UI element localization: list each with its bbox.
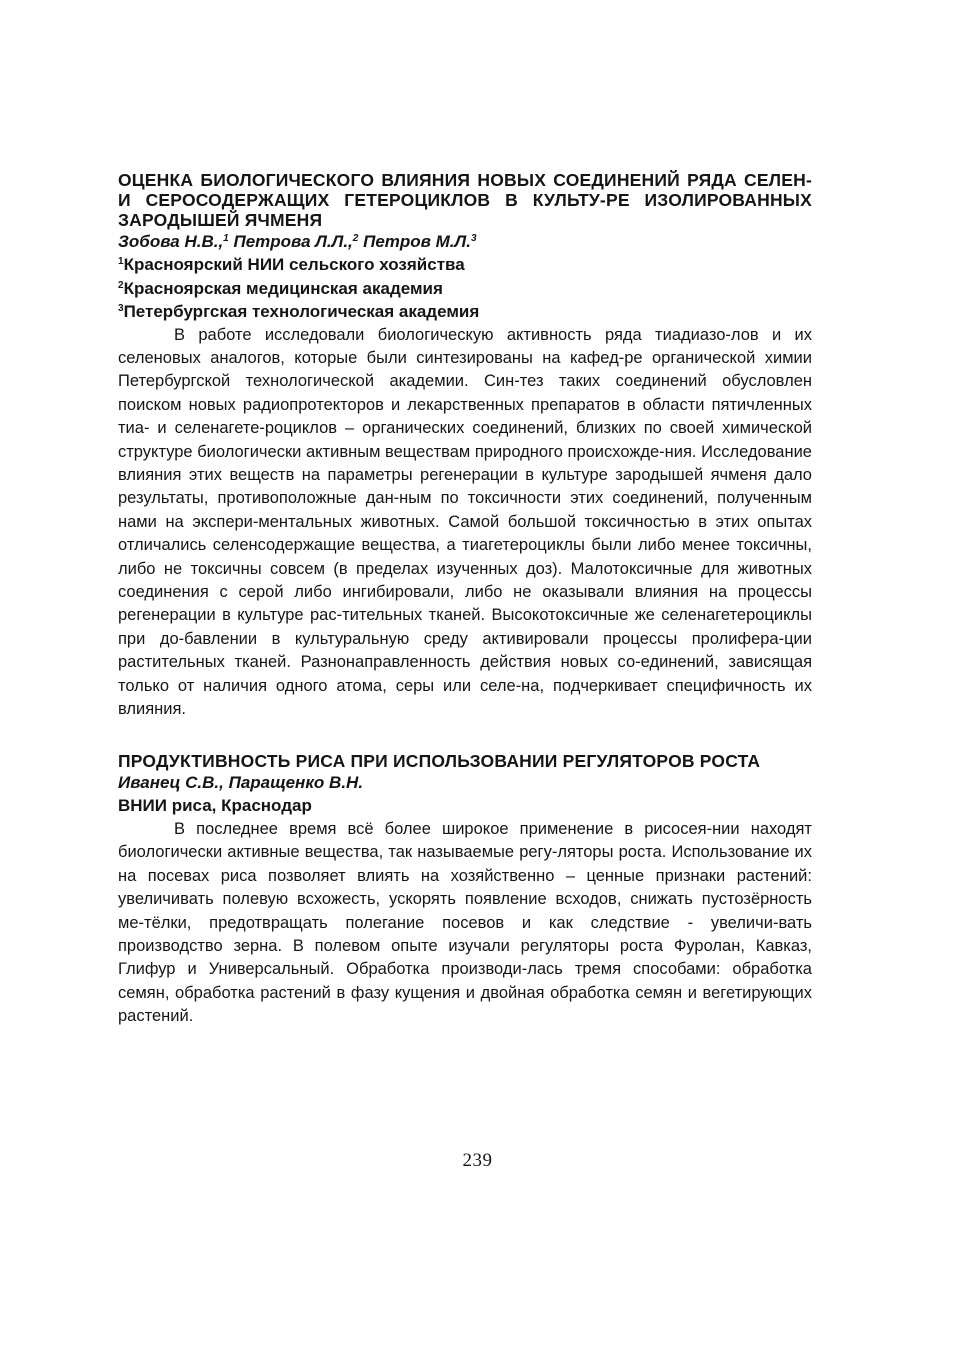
page-number: 239 [462, 1150, 493, 1171]
affiliation-3 [118, 300, 812, 324]
author-2-sup: 2 [352, 233, 359, 244]
affiliation-1-sup: 1 [118, 256, 124, 267]
article-2-title: ПРОДУКТИВНОСТЬ РИСА ПРИ ИСПОЛЬЗОВАНИИ РЕГУЛЯТОРОВ РОСТА [118, 751, 761, 772]
author-3: Петров М.Л. [363, 232, 471, 251]
author-1: Зобова Н.В., [118, 232, 224, 251]
affiliation-3-name: Петербургская технологическая академия [123, 302, 480, 321]
author-2: Петрова Л.Л., [233, 232, 353, 251]
article-2 [118, 751, 812, 1028]
author-1-sup: 1 [223, 233, 229, 244]
author-3-sup: 3 [470, 233, 477, 244]
article-1-title: ОЦЕНКА БИОЛОГИЧЕСКОГО ВЛИЯНИЯ НОВЫХ СОЕДИНЕНИЙ РЯДА СЕЛЕН- И СЕРОСОДЕРЖАЩИХ ГЕТЕРОЦИКЛОВ В КУЛЬТУ-РЕ ИЗОЛИРОВАННЫХ ЗАРОДЫШЕЙ ЯЧМЕНЯ [118, 170, 812, 230]
affiliation-2 [118, 277, 812, 301]
article-1-authors [118, 230, 812, 253]
affiliation-1-name: Красноярский НИИ сельского хозяйства [123, 255, 465, 274]
affiliation-2-name: Красноярская медицинская академия [123, 278, 443, 298]
article-1 [118, 170, 812, 721]
article-2-affiliation: ВНИИ риса, Краснодар [118, 796, 312, 816]
article-2-authors: Иванец С.В., Паращенко В.Н. [118, 773, 364, 793]
article-2-body: В последнее время всё более широкое применение в рисосея-нии находят биологически активные вещества, так называемые регу-ляторы роста. Использование их на посевах риса позволяет влиять на хозяйственно – ценные признаки растений: увеличивать полевую всхожесть, ускорять появление всходов, снижать пустозёрность ме-тёлки, предотвращать полегание посевов и как следствие - увеличи-вать производство зерна. В полевом опыте изучали регуляторы роста Фуролан, Кавказ, Глифур и Универсальный. Обработка производи-лась тремя способами: обработка семян, обработка растений в фазу кущения и двойная обработка семян и вегетирующих растений. [118, 819, 812, 1026]
article-1-body: В работе исследовали биологическую активность ряда тиадиазо-лов и их селеновых аналогов, которые были синтезированы на кафед-ре органической химии Петербургской технологической академии. Син-тез таких соединений обусловлен поиском новых радиопротекторов и лекарственных препаратов в области пятичленных тиа- и селенагете-роциклов – органических соединений, близких по своей химической структуре биологически активным веществам природного происхожде-ния. Исследование влияния этих веществ на параметры регенерации в культуре зародышей ячменя дало результаты, противоположные дан-ным по токсичности этих соединений, полученным нами на экспери-ментальных животных. Самой большой токсичностью в этих опытах отличались селенсодержащие вещества, а тиагетероциклы были либо менее токсичны, либо не токсичны совсем (в пределах изученных доз). Малотоксичные для животных соединения с серой либо ингибировали, либо не оказывали влияния на процессы регенерации в культуре рас-тительных тканей. Высокотоксичные же селенагетероциклы при до-бавлении в культуральную среду активировали процессы пролифера-ции растительных тканей. Разнонаправленность действия новых со-единений, зависящая только от наличия одного атома, серы или селе-на, подчеркивает специфичность их влияния. [118, 325, 812, 718]
affiliation-1 [118, 253, 812, 277]
affiliation-3-sup: 3 [118, 303, 124, 314]
affiliation-2-sup: 2 [118, 279, 124, 291]
page-content [118, 170, 812, 1029]
